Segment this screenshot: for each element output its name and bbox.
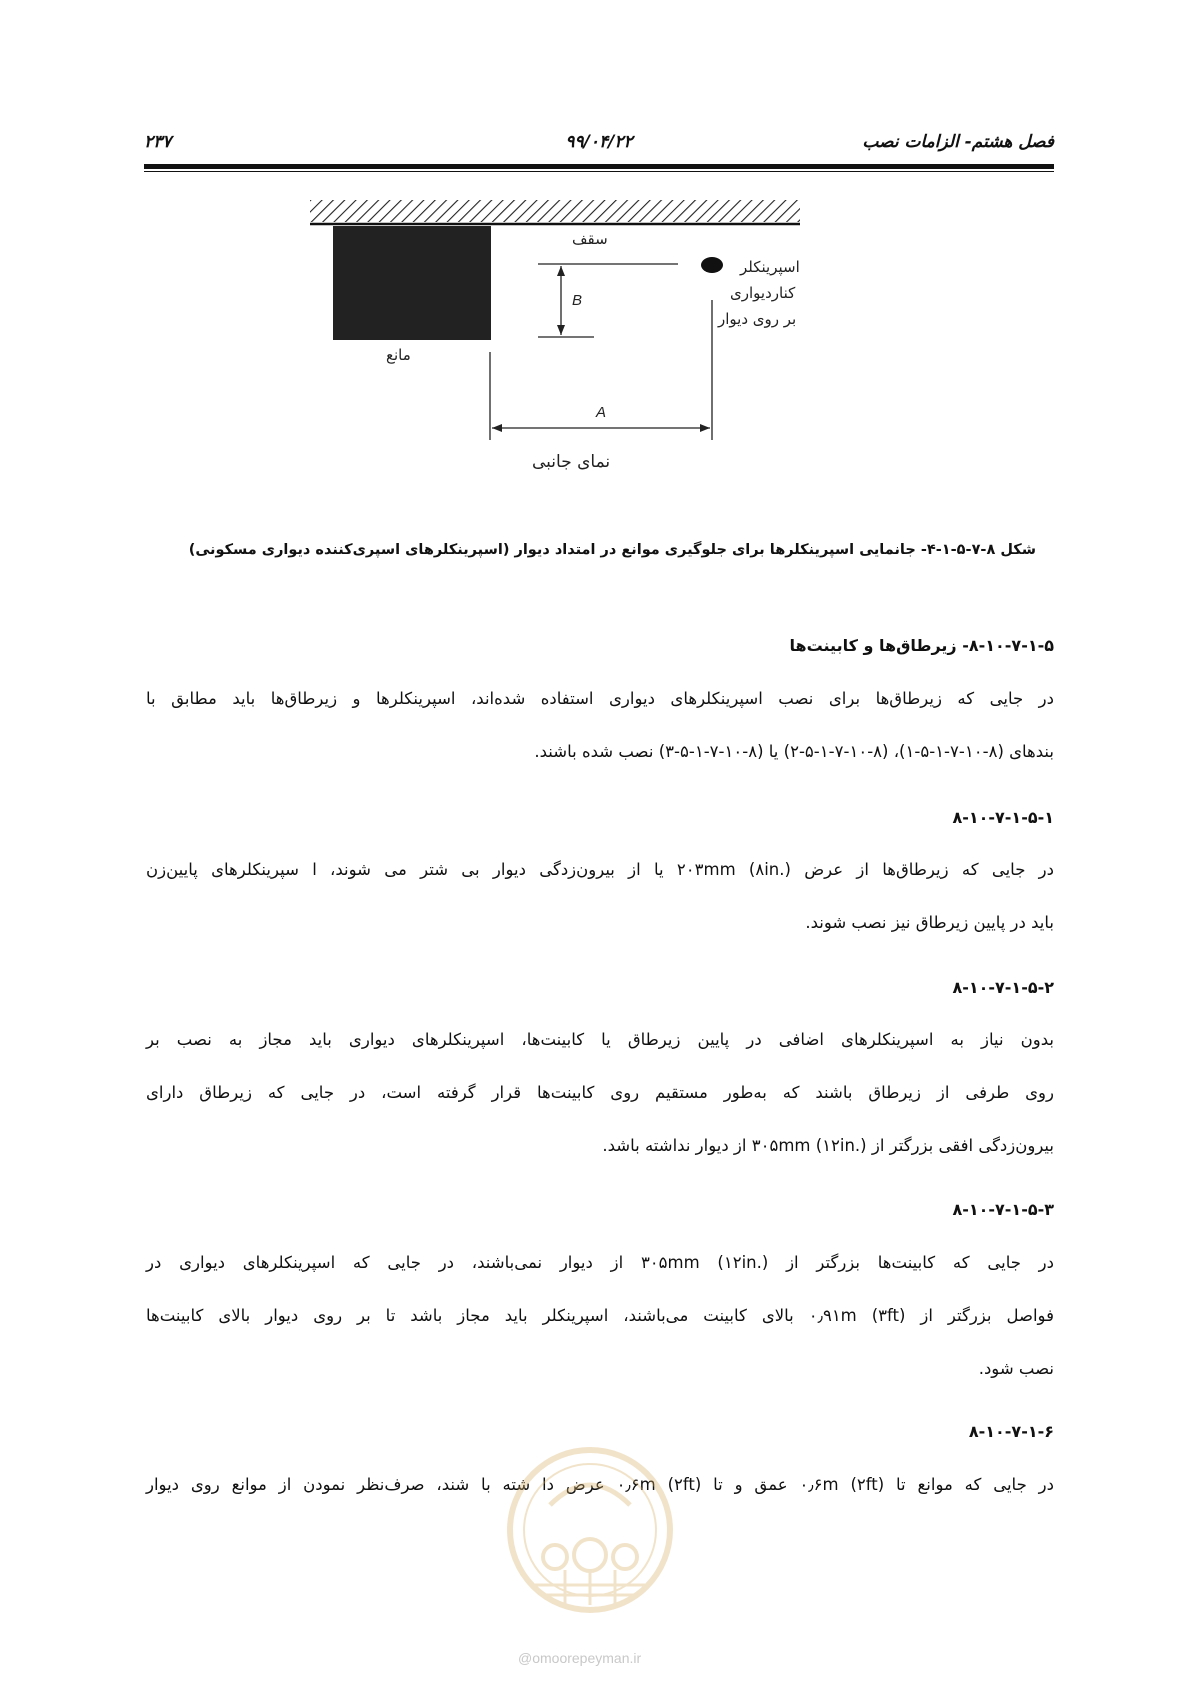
section-paragraph-5-1 [146, 843, 1054, 949]
sprinkler-obstruction-figure [310, 200, 880, 530]
paragraph-line: در جایی که موانع تا ۰٫۶m (۲ft) عمق و تا ۰٫۶m (۲ft) عرض دا شته با شند، صرف‌نظر نمودن از موانع روی دیوار [146, 1475, 1054, 1494]
paragraph-line: بیرون‌زدگی افقی بزرگتر از ۳۰۵mm (۱۲in.) از دیوار نداشته باشد. [602, 1136, 1054, 1155]
paragraph-line: بندهای (۸-۱۰-۷-۱-۵-۱)، (۸-۱۰-۷-۱-۵-۲) یا (۸-۱۰-۷-۱-۵-۳) نصب شده باشند. [534, 742, 1054, 761]
section-heading-6: ۸-۱۰-۷-۱-۶ [968, 1422, 1054, 1441]
revision-date: ۹۹/۰۴/۲۲ [565, 132, 633, 152]
section-paragraph-5-3 [146, 1236, 1054, 1395]
page-number: ۲۳۷ [144, 132, 172, 152]
chapter-title: فصل هشتم- الزامات نصب [862, 132, 1054, 152]
dimension-b-label: B [572, 292, 583, 309]
ceiling-hatch [310, 200, 800, 222]
figure-drawing [310, 200, 880, 530]
section-paragraph-5 [146, 672, 1054, 778]
paragraph-line: در جایی که کابینت‌ها بزرگتر از ۳۰۵mm (۱۲in.) از دیوار نمی‌باشند، در جایی که اسپرینکلرهای دیواری در [146, 1253, 1054, 1272]
page-header [144, 128, 1054, 162]
paragraph-line: در جایی که زیرطاق‌ها برای نصب اسپرینکلرهای دیواری استفاده شده‌اند، اسپرینکلرها و زیرطاق‌ها باید مطابق با [146, 689, 1054, 708]
paragraph-line: روی طرفی از زیرطاق باشند که به‌طور مستقیم روی کابینت‌ها قرار گرفته است، در جایی که زیرطاق دارای [146, 1083, 1054, 1102]
sprinkler-label-line1: اسپرینکلر [740, 258, 800, 276]
paragraph-line: در جایی که زیرطاق‌ها از عرض ۲۰۳mm (۸in.) یا از بیرون‌زدگی دیوار بی شتر می شوند، ا سپرینکلرهای پایین‌زن [146, 860, 1054, 879]
header-rule-thick [144, 164, 1054, 169]
sprinkler-head [701, 257, 723, 273]
obstruction-block [333, 226, 491, 340]
dimension-a-label: A [596, 404, 607, 421]
section-heading-5-1: ۸-۱۰-۷-۱-۵-۱ [952, 808, 1054, 827]
watermark-site: @omoorepeyman.ir [518, 1650, 642, 1666]
section-heading-5-2: ۸-۱۰-۷-۱-۵-۲ [952, 978, 1054, 997]
section-heading-5: ۸-۱۰-۷-۱-۵- زیرطاق‌ها و کابینت‌ها [789, 636, 1054, 655]
section-paragraph-5-2 [146, 1013, 1054, 1172]
obstruction-label: مانع [386, 346, 411, 364]
sprinkler-label-line3: بر روی دیوار [718, 310, 797, 328]
paragraph-line: فواصل بزرگتر از ۰٫۹۱m (۳ft) بالای کابینت می‌باشند، اسپرینکلر باید مجاز باشد تا بر روی دیوار بالای کابینت‌ها [146, 1306, 1054, 1325]
paragraph-line: بدون نیاز به اسپرینکلرهای اضافی در پایین زیرطاق یا کابینت‌ها، اسپرینکلرهای دیواری باید مجاز به نصب بر [146, 1030, 1054, 1049]
paragraph-line: باید در پایین زیرطاق نیز نصب شوند. [805, 913, 1054, 932]
sprinkler-label-line2: کناردیواری [730, 284, 796, 302]
header-rule-thin [144, 171, 1054, 172]
section-heading-5-3: ۸-۱۰-۷-۱-۵-۳ [952, 1200, 1054, 1219]
figure-caption: شکل ۸-۷-۵-۱-۴- جانمایی اسپرینکلرها برای جلوگیری موانع در امتداد دیوار (اسپرینکلرهای اسپری‌کننده دیواری مسکونی) [188, 542, 1036, 558]
paragraph-line: نصب شود. [978, 1359, 1054, 1378]
ceiling-label: سقف [572, 230, 608, 248]
side-view-label: نمای جانبی [532, 452, 611, 472]
publisher-seal-watermark [505, 1445, 675, 1615]
